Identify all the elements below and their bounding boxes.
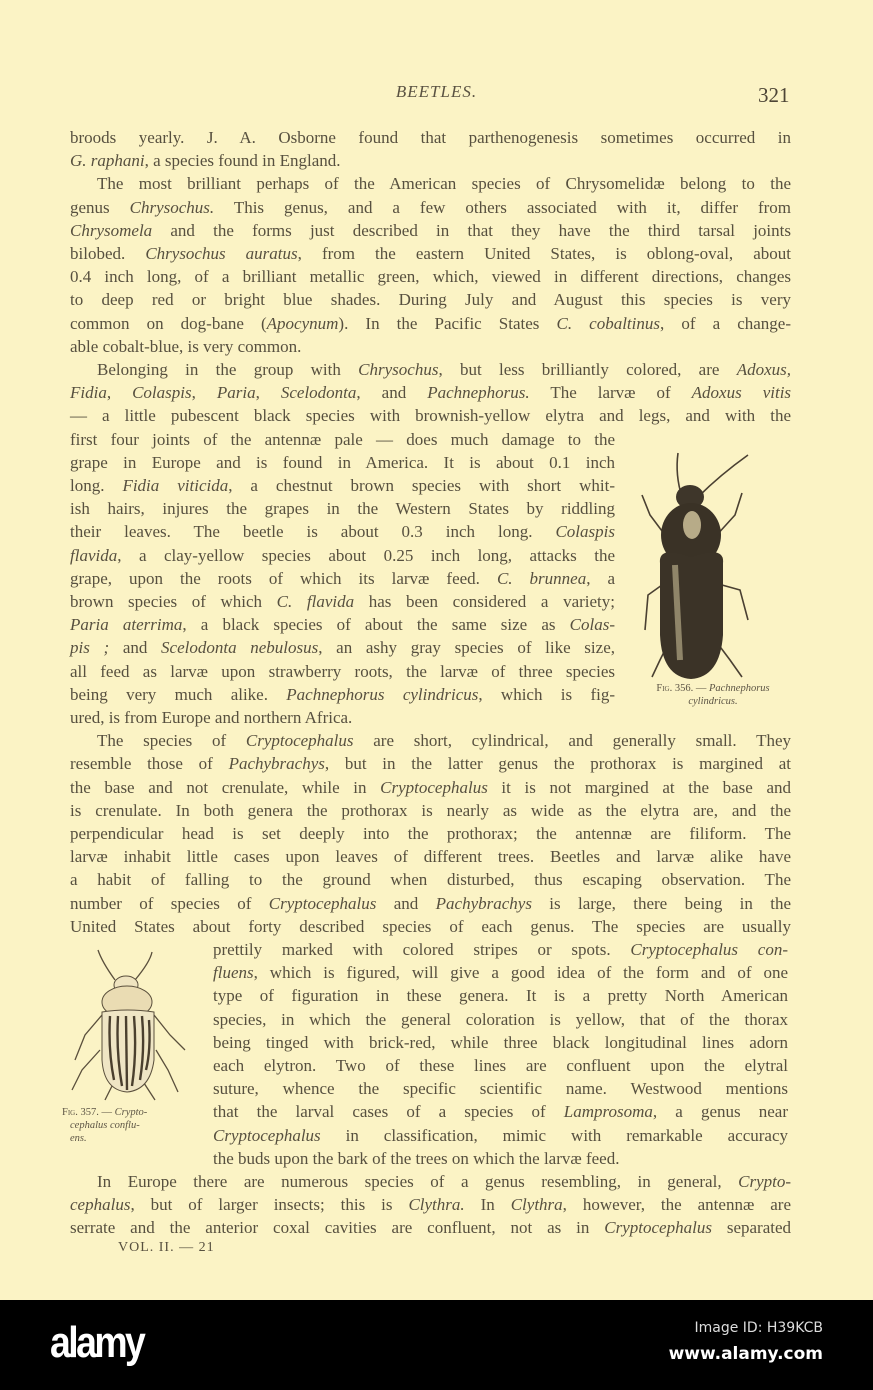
italic-taxon-text: Scelodonta bbox=[280, 383, 357, 403]
figure-357-caption bbox=[62, 1106, 192, 1145]
italic-taxon-text: pis ; bbox=[70, 638, 110, 658]
caption-text: cephalus conflu- bbox=[70, 1120, 140, 1131]
text-run: The most brilliant perhaps of the American species of Chrysomelidæ belong to the bbox=[97, 174, 791, 194]
text-run: , a clay-yellow species about 0.25 inch long, attacks the bbox=[117, 545, 615, 565]
italic-taxon-text: Chrysochus auratus bbox=[145, 244, 298, 263]
figure-label: Fig. 357. bbox=[62, 1107, 99, 1118]
text-run: The larvæ of bbox=[529, 383, 692, 403]
text-line bbox=[70, 614, 615, 636]
text-run: being very much alike. bbox=[70, 684, 287, 704]
text-run: it is not margined at the base and bbox=[487, 777, 791, 797]
italic-taxon-text: C. brunnea bbox=[496, 568, 587, 588]
text-line bbox=[70, 661, 615, 683]
text-line bbox=[213, 1078, 788, 1100]
italic-taxon-text: Chrysochus. bbox=[129, 197, 215, 217]
text-line bbox=[70, 405, 791, 427]
italic-taxon-text: Pachybrachys bbox=[435, 893, 532, 913]
text-line bbox=[70, 498, 615, 520]
text-line bbox=[70, 289, 791, 311]
italic-taxon-text: Cryptocephalus bbox=[380, 777, 488, 797]
text-run: first four joints of the antennæ pale — does much damage to the bbox=[70, 429, 615, 449]
italic-taxon-text: Paria bbox=[216, 383, 256, 403]
text-run: — a little pubescent black species with brownish-yellow elytra and legs, and with the bbox=[70, 406, 791, 426]
text-run: grape, upon the roots of which its larvæ feed. bbox=[70, 568, 497, 588]
text-line bbox=[213, 962, 788, 984]
italic-taxon-text: Lamprosoma bbox=[563, 1102, 653, 1122]
text-run: , a species found in England. bbox=[144, 151, 341, 171]
text-line bbox=[70, 823, 791, 845]
text-line bbox=[70, 429, 615, 451]
text-run: , and bbox=[356, 383, 428, 403]
text-run: , but less brilliantly colored, are bbox=[438, 360, 737, 379]
italic-taxon-text: Fidia viticida bbox=[122, 476, 229, 495]
text-run: ). In the Pacific States bbox=[338, 313, 557, 333]
italic-taxon-text: Apocynum bbox=[266, 313, 339, 333]
text-run: genus bbox=[70, 197, 130, 217]
italic-taxon-text: Cryptocephalus con- bbox=[630, 940, 788, 959]
italic-taxon-text: Fidia bbox=[70, 383, 107, 403]
text-run: perpendicular head is set deeply into the prothorax; the antennæ are filiform. The bbox=[70, 824, 791, 843]
italic-taxon-text: flavida bbox=[70, 545, 118, 565]
text-line bbox=[213, 1148, 788, 1170]
text-run: , from the eastern United States, is oblong-oval, about bbox=[297, 244, 791, 263]
italic-taxon-text: Pachnephorus cylindricus bbox=[286, 684, 479, 704]
text-run: , of a change- bbox=[660, 313, 791, 333]
text-line bbox=[70, 452, 615, 474]
text-run: , bbox=[106, 383, 133, 403]
text-line bbox=[97, 1171, 791, 1193]
caption-text: Crypto- bbox=[114, 1107, 148, 1118]
text-line bbox=[70, 753, 791, 775]
text-run: , a chestnut brown species with short whit- bbox=[228, 476, 615, 495]
text-run: all feed as larvæ upon strawberry roots, the larvæ of three species bbox=[70, 661, 615, 681]
text-line bbox=[70, 800, 791, 822]
text-line bbox=[70, 545, 615, 567]
beetle-illustration-pachnephorus bbox=[630, 445, 800, 685]
text-line bbox=[213, 1125, 788, 1147]
italic-taxon-text: Colas- bbox=[569, 615, 616, 635]
italic-taxon-text: Adoxus vitis bbox=[691, 383, 792, 403]
text-line bbox=[97, 359, 791, 381]
text-line bbox=[97, 730, 791, 752]
text-line bbox=[70, 869, 791, 891]
text-run: This genus, and a few others associated with it, differ from bbox=[214, 197, 792, 217]
signature-mark: VOL. II. — 21 bbox=[118, 1240, 215, 1255]
text-run: , a genus near bbox=[652, 1102, 788, 1122]
caption-dash: — bbox=[693, 683, 709, 694]
text-line bbox=[70, 521, 615, 543]
text-run: to deep red or bright blue shades. During July and August this species is very bbox=[70, 290, 791, 310]
text-run: is crenulate. In both genera the prothorax is nearly as wide as the elytra are, and the bbox=[70, 800, 791, 820]
italic-taxon-text: Cryptocephalus bbox=[213, 1125, 321, 1145]
text-run: and the forms just described in that they have the third tarsal joints bbox=[152, 220, 791, 240]
text-line bbox=[213, 1055, 788, 1077]
caption-text: cylindricus. bbox=[688, 696, 738, 707]
italic-taxon-text: Clythra. bbox=[408, 1195, 465, 1215]
beetle-illustration-cryptocephalus bbox=[60, 940, 200, 1105]
text-run: ured, is from Europe and northern Africa. bbox=[70, 708, 353, 727]
text-line bbox=[70, 266, 791, 288]
text-run: a habit of falling to the ground when disturbed, thus escaping observation. The bbox=[70, 870, 791, 890]
italic-taxon-text: Chrysomela bbox=[70, 220, 153, 240]
text-line bbox=[70, 777, 791, 799]
text-run: United States about forty described species of each genus. The species are usually bbox=[70, 916, 791, 936]
text-run: prettily marked with colored stripes or spots. bbox=[213, 940, 631, 959]
text-run: , but of larger insects; this is bbox=[130, 1195, 409, 1215]
italic-taxon-text: Cryptocephalus bbox=[604, 1218, 712, 1238]
text-line bbox=[70, 1217, 791, 1239]
text-line bbox=[213, 985, 788, 1007]
text-run: , but in the latter genus the prothorax is margined at bbox=[324, 754, 792, 774]
alamy-logo: alamy bbox=[50, 1318, 144, 1367]
text-run: , a black species of about the same size as bbox=[182, 615, 570, 635]
caption-dash: — bbox=[98, 1107, 115, 1118]
italic-taxon-text: Scelodonta nebulosus bbox=[161, 638, 319, 658]
text-run: In bbox=[464, 1195, 511, 1215]
text-run: Belonging in the group with bbox=[97, 360, 359, 379]
text-run: has been considered a variety; bbox=[354, 592, 615, 611]
text-line bbox=[70, 243, 791, 265]
text-line bbox=[70, 893, 791, 915]
figure-label: Fig. 356. bbox=[656, 683, 694, 694]
text-line bbox=[97, 173, 791, 195]
italic-taxon-text: Paria aterrima bbox=[70, 615, 183, 635]
text-run: long. bbox=[70, 476, 123, 495]
text-line bbox=[70, 684, 615, 706]
text-run: , a bbox=[586, 568, 616, 588]
text-run: brown species of which bbox=[70, 592, 277, 611]
text-run: 0.4 inch long, of a brilliant metallic green, which, viewed in different directions, changes bbox=[70, 267, 791, 287]
caption-text: ens. bbox=[70, 1133, 87, 1144]
text-run: , bbox=[191, 383, 217, 403]
italic-taxon-text: C. cobaltinus bbox=[556, 313, 660, 333]
italic-taxon-text: G. raphani bbox=[70, 151, 145, 171]
text-run: common on dog-bane ( bbox=[70, 313, 267, 333]
caption-text: Pachnephorus bbox=[708, 683, 770, 694]
text-run: In Europe there are numerous species of a genus resembling, in general, bbox=[97, 1172, 739, 1191]
text-run: , an ashy gray species of like size, bbox=[318, 638, 615, 658]
text-run: their leaves. The beetle is about 0.3 inch long. bbox=[70, 522, 556, 542]
text-line bbox=[70, 1194, 791, 1216]
text-run: , which is fig- bbox=[478, 684, 615, 704]
italic-taxon-text: Colaspis bbox=[132, 383, 192, 403]
text-run: and bbox=[376, 893, 436, 913]
italic-taxon-text: Pachybrachys bbox=[228, 754, 325, 774]
text-run: , however, the antennæ are bbox=[562, 1195, 791, 1215]
text-line bbox=[70, 916, 791, 938]
text-run: able cobalt-blue, is very common. bbox=[70, 336, 302, 356]
text-line bbox=[213, 1009, 788, 1031]
text-run: , bbox=[255, 383, 281, 403]
text-run: The species of bbox=[97, 731, 246, 751]
text-line bbox=[70, 475, 615, 497]
text-run: separated bbox=[711, 1218, 792, 1238]
text-run: suture, whence the specific scientific name. Westwood mentions bbox=[213, 1079, 788, 1099]
image-id: Image ID: H39KCB bbox=[694, 1320, 823, 1336]
text-run: each elytron. Two of these lines are confluent upon the elytral bbox=[213, 1056, 788, 1075]
text-run: larvæ inhabit little cases upon leaves of different trees. Beetles and larvæ alike have bbox=[70, 847, 791, 867]
text-line bbox=[213, 939, 788, 961]
italic-taxon-text: Adoxus, bbox=[736, 360, 791, 379]
text-run: number of species of bbox=[70, 893, 269, 913]
text-line bbox=[213, 1101, 788, 1123]
page-number: 321 bbox=[758, 83, 790, 107]
italic-taxon-text: Pachnephorus. bbox=[427, 383, 530, 403]
stock-footer-bar bbox=[0, 1300, 873, 1390]
text-line bbox=[70, 127, 791, 149]
running-head: BEETLES. bbox=[395, 82, 478, 101]
italic-taxon-text: fluens bbox=[213, 963, 254, 983]
text-run: the base and not crenulate, while in bbox=[70, 777, 381, 797]
site-url: www.alamy.com bbox=[668, 1344, 823, 1364]
text-run: and bbox=[109, 638, 162, 658]
text-run: is large, there being in the bbox=[531, 893, 792, 913]
italic-taxon-text: cephalus bbox=[70, 1195, 131, 1215]
text-run: are short, cylindrical, and generally small. They bbox=[353, 731, 792, 751]
text-line bbox=[213, 1032, 788, 1054]
figure-356-caption bbox=[633, 682, 793, 708]
italic-taxon-text: Crypto- bbox=[738, 1172, 791, 1191]
text-run: type of figuration in these genera. It is a pretty North American bbox=[213, 986, 788, 1006]
text-line bbox=[70, 846, 791, 868]
italic-taxon-text: Cryptocephalus bbox=[268, 893, 377, 913]
text-line bbox=[70, 637, 615, 659]
text-run: serrate and the anterior coxal cavities are confluent, not as in bbox=[70, 1218, 605, 1238]
text-line bbox=[70, 313, 791, 335]
text-line bbox=[70, 382, 791, 404]
text-run: the buds upon the bark of the trees on which the larvæ feed. bbox=[213, 1148, 620, 1168]
text-run: that the larval cases of a species of bbox=[213, 1102, 564, 1122]
text-line bbox=[70, 707, 615, 729]
text-line bbox=[70, 568, 615, 590]
italic-taxon-text: Colaspis bbox=[555, 522, 615, 542]
text-run: grape in Europe and is found in America. It is about 0.1 inch bbox=[70, 452, 615, 472]
text-run: ish hairs, injures the grapes in the Western States by riddling bbox=[70, 499, 615, 519]
text-run: species, in which the general coloration is yellow, that of the thorax bbox=[213, 1009, 788, 1029]
text-run: being tinged with brick-red, while three black longitudinal lines adorn bbox=[213, 1032, 788, 1052]
italic-taxon-text: Chrysochus bbox=[358, 360, 439, 379]
text-run: bilobed. bbox=[70, 244, 146, 263]
italic-taxon-text: Clythra bbox=[510, 1195, 563, 1215]
text-line bbox=[70, 150, 791, 172]
text-line bbox=[70, 591, 615, 613]
text-line bbox=[70, 220, 791, 242]
text-run: , which is figured, will give a good idea of the form and of one bbox=[253, 963, 788, 983]
italic-taxon-text: C. flavida bbox=[276, 592, 355, 611]
text-run: broods yearly. J. A. Osborne found that parthenogenesis sometimes occurred in bbox=[70, 128, 791, 147]
text-line bbox=[70, 197, 791, 219]
text-run: resemble those of bbox=[70, 754, 229, 774]
italic-taxon-text: Cryptocephalus bbox=[245, 731, 354, 751]
text-run: in classification, mimic with remarkable accuracy bbox=[320, 1125, 788, 1145]
text-line bbox=[70, 336, 791, 358]
